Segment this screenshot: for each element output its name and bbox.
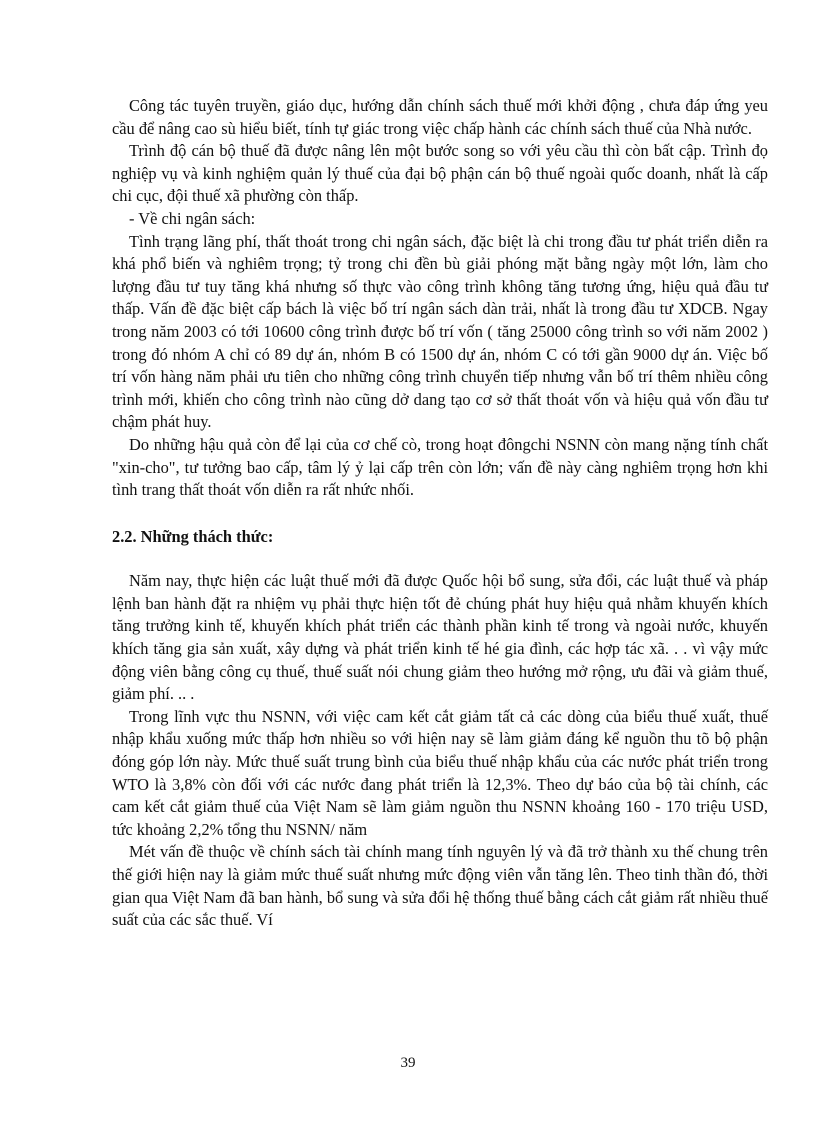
paragraph-tax-rate-trend: Mét vấn đề thuộc về chính sách tài chính mang tính nguyên lý và đã trở thành xu thế chung trên thế giới hiện nay là giảm mức thuế suất nhưng mức động viên vẫn tăng lên. Theo tinh thần đó, thời gian qua Việt Nam đã ban hành, bổ sung và sửa đổi hệ thống thuế bằng cách cắt giảm rất nhiều thuế suất của các sắc thuế. Ví [112, 842, 768, 930]
paragraph-revenue-cuts: Trong lĩnh vực thu NSNN, với việc cam kết cắt giảm tất cả các dòng của biểu thuế xuất, thuế nhập khẩu xuống mức thấp hơn nhiều so với hiện nay sẽ làm giảm đáng kể nguồn thu tõ bộ phận đóng góp lớn này. Mức thuế suất trung bình của biểu thuế nhập khẩu của các nước phát triển trong WTO là 3,8% còn đối với các nước đang phát triển là 12,3%. Theo dự báo của bộ tài chính, các cam kết cắt giảm thuế của Việt Nam sẽ làm giảm nguồn thu NSNN khoảng 160 - 170 triệu USD, tức khoảng 2,2% tổng thu NSNN/ năm [112, 706, 768, 839]
section-heading-challenges: 2.2. Những thách thức: [112, 526, 274, 546]
paragraph-xin-cho-mechanism: Do những hậu quả còn để lại của cơ chế cò, trong hoạt đôngchi NSNN còn mang nặng tính chất "xin-cho", tư tưởng bao cấp, tâm lý ỷ lại cấp trên còn lớn; vấn đề này càng nghiêm trọng hơn khi tình trang thất thoát vốn diễn ra rất nhức nhối. [112, 434, 768, 500]
paragraph-staff-qualification: Trình độ cán bộ thuế đã được nâng lên một bước song so với yêu cầu thì còn bất cập. Trình đọ nghiệp vụ và kinh nghiệm quản lý thuế của đại bộ phận cán bộ thuế ngoài quốc doanh, nhất là cấp chi cục, đội thuế xã phường còn thấp. [112, 141, 768, 206]
bullet-budget-spending: - Về chi ngân sách: [129, 208, 256, 228]
paragraph-new-tax-laws: Năm nay, thực hiện các luật thuế mới đã được Quốc hội bổ sung, sửa đổi, các luật thuế và pháp lệnh ban hành đặt ra nhiệm vụ phải thực hiện tốt đẻ chúng phát huy hiệu quả nhằm khuyến khích tăng trưởng kinh tế, khuyến khích phát triển các thành phần kinh tế trong và ngoài nước, khuyến khích tăng gia sản xuất, xây dựng và phát triển kinh tế hé gia đình, các hợp tác xã. . . vì vậy mức động viên bằng công cụ thuế, thuế suất nói chung giảm theo hướng mở rộng, ưu đãi và giảm thuế, giảm phí. .. . [112, 571, 768, 704]
paragraph-propaganda: Công tác tuyên truyền, giáo dục, hướng dẫn chính sách thuế mới khởi động , chưa đáp ứng yeu cầu để nâng cao sù hiểu biết, tính tự giác trong việc chấp hành các chính sách thuế của Nhà nước. [112, 96, 768, 138]
page-number: 39 [400, 1055, 416, 1071]
paragraph-waste-in-spending: Tình trạng lãng phí, thất thoát trong chi ngân sách, đặc biệt là chi trong đầu tư phát triển diễn ra khá phổ biến và nghiêm trọng; tỷ trong chi đền bù giải phóng mặt bằng ngày một lớn, làm cho lượng đầu tư tuy tăng khá nhưng số thực vào công trình không tăng tương ứng, hiệu quả đầu tư thấp. Vấn đề đặc biệt cấp bách là việc bố trí ngân sách dàn trải, nhất là trong đầu tư XDCB. Ngay trong năm 2003 có tới 10600 công trình được bố trí vốn ( tăng 25000 công trình so với năm 2002 ) trong đó nhóm A chỉ có 89 dự án, nhóm B có 1500 dự án, nhóm C có tới gần 9000 dự án. Việc bố trí vốn hàng năm phải ưu tiên cho những công trình chuyển tiếp nhưng vẫn bố trí thêm nhiều công trình mới, khiến cho công trình nào cũng dở dang tạo cơ sở thất thoát vốn và hiệu quả vốn đầu tư chậm phát huy. [112, 231, 768, 432]
page-body [112, 95, 768, 932]
